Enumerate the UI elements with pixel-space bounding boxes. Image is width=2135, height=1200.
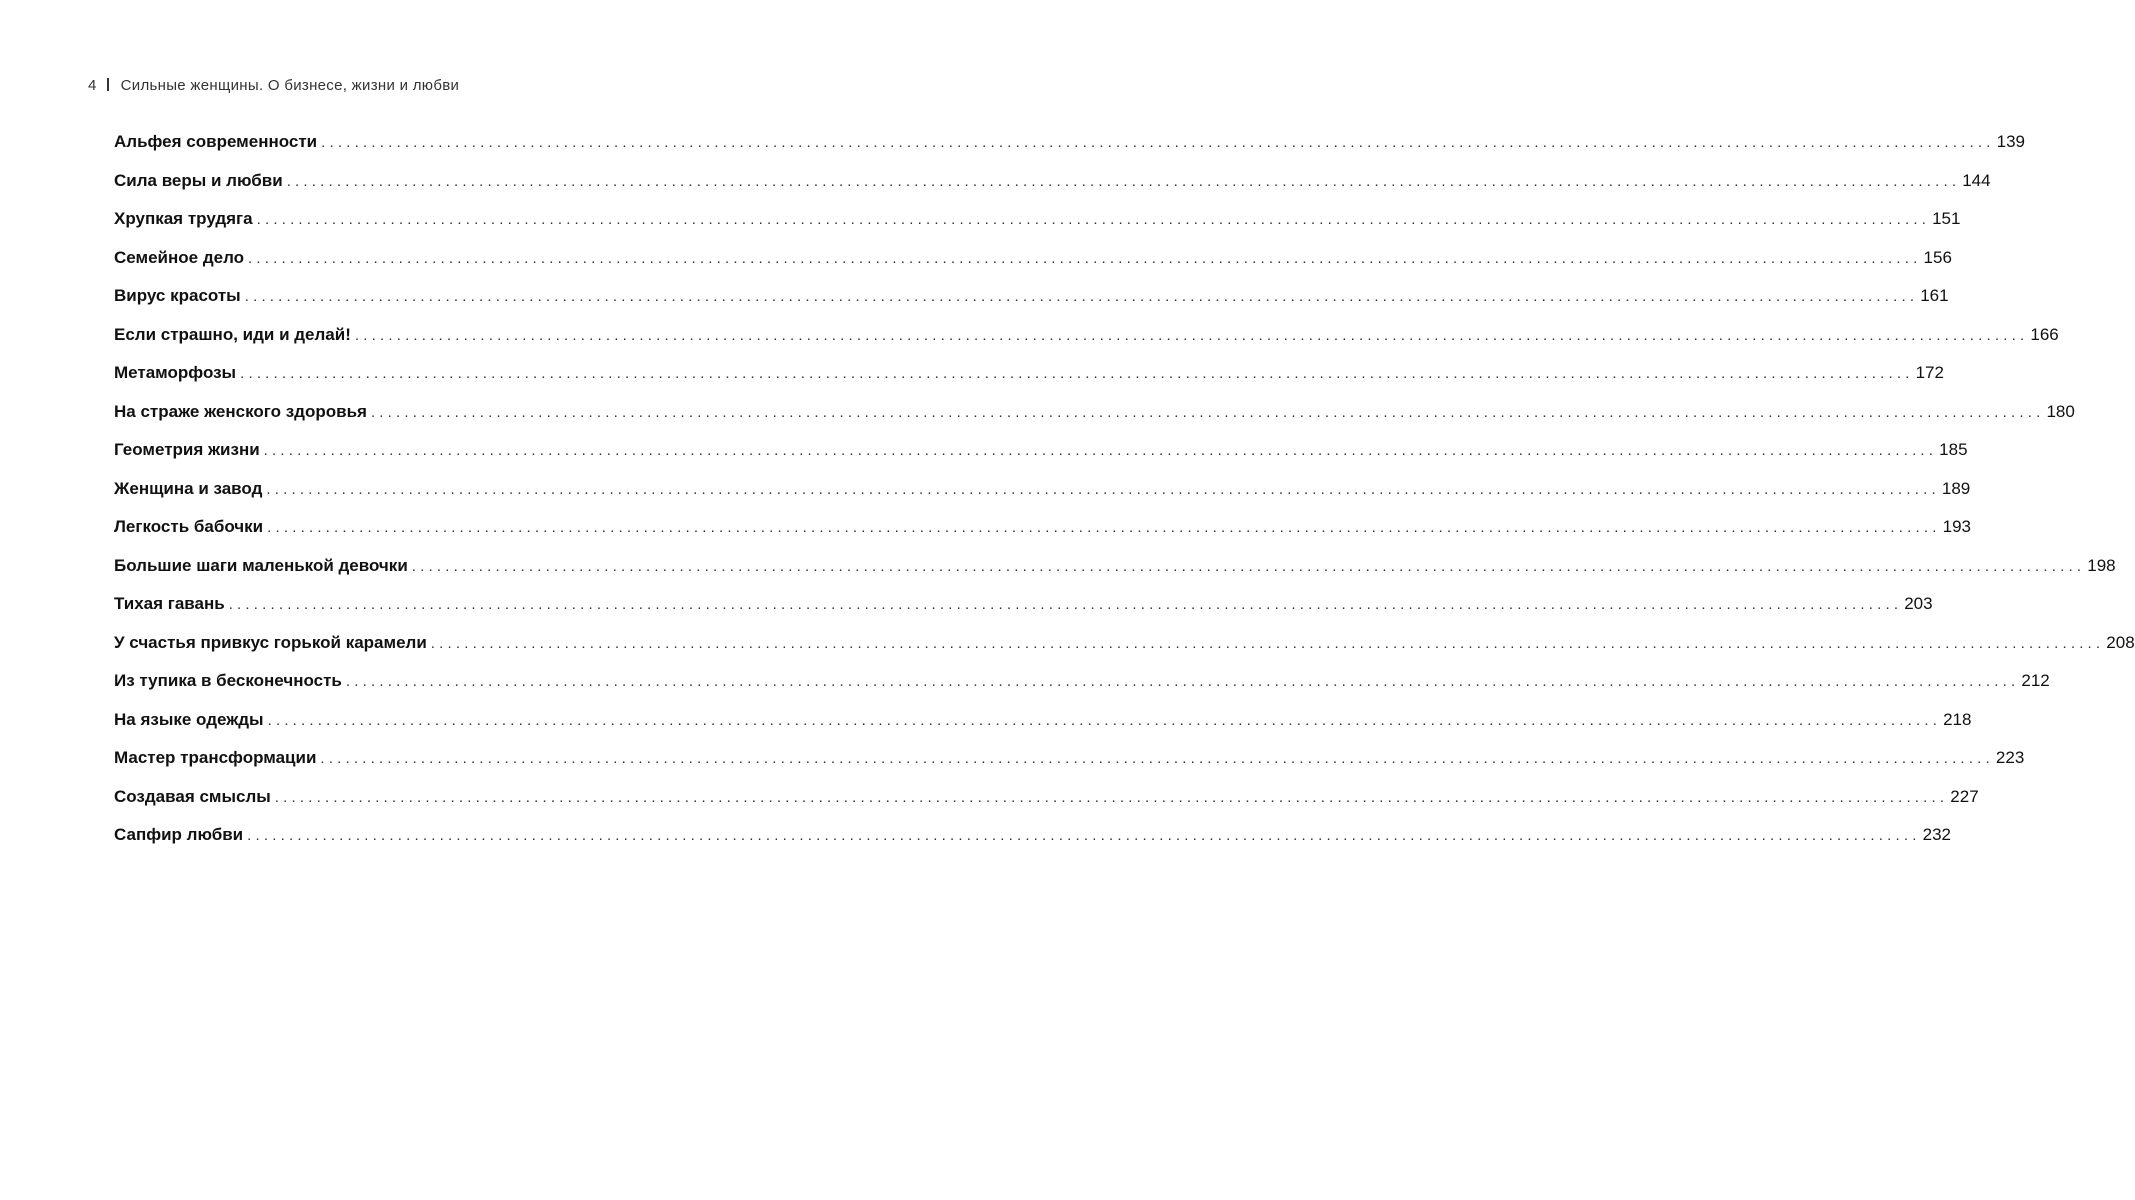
table-of-contents	[114, 129, 2135, 861]
toc-entry-page: 198	[2087, 555, 2116, 575]
toc-entry-page: 218	[1943, 709, 1972, 729]
toc-entry-title: На языке одежды	[114, 709, 264, 729]
dot-leader: ........................................................................................................................................................................................................	[321, 134, 1995, 151]
toc-entry-title: Альфея современности	[114, 132, 318, 151]
toc-entry[interactable]	[114, 668, 2050, 707]
toc-entry[interactable]	[114, 322, 2059, 361]
toc-entry[interactable]	[114, 360, 1944, 399]
toc-entry-title: Метаморфозы	[114, 363, 237, 382]
toc-entry-page: 151	[1932, 209, 1961, 228]
toc-entry-title: Сапфир любви	[114, 825, 244, 844]
running-header	[88, 77, 459, 94]
toc-entry-page: 166	[2030, 324, 2059, 344]
header-separator	[107, 78, 109, 91]
toc-entry[interactable]	[114, 707, 1972, 746]
toc-entry-page: 161	[1920, 286, 1949, 305]
toc-entry[interactable]	[114, 283, 1949, 322]
toc-entry-title: Мастер трансформации	[114, 748, 317, 767]
toc-entry-title: На страже женского здоровья	[114, 401, 367, 421]
toc-entry-page: 208	[2106, 632, 2135, 652]
dot-leader: ........................................................................................................................................................................................................	[256, 211, 1931, 228]
toc-entry[interactable]	[114, 745, 2025, 784]
toc-entry-page: 156	[1923, 247, 1952, 267]
toc-entry[interactable]	[114, 206, 1961, 245]
toc-entry[interactable]	[114, 822, 1952, 861]
toc-entry[interactable]	[114, 591, 1933, 630]
toc-entry-title: Женщина и завод	[114, 478, 263, 498]
toc-entry-page: 232	[1922, 825, 1952, 844]
dot-leader: ........................................................................................................................................................................................................	[411, 557, 2086, 575]
toc-entry-page: 144	[1962, 170, 1991, 190]
toc-entry-page: 189	[1941, 478, 1971, 498]
dot-leader: ........................................................................................................................................................................................................	[320, 750, 1994, 767]
toc-entry-title: Создавая смыслы	[114, 786, 271, 806]
toc-entry-page: 203	[1904, 594, 1933, 613]
toc-entry-page: 172	[1915, 363, 1944, 382]
toc-entry[interactable]	[114, 476, 1971, 515]
dot-leader: ........................................................................................................................................................................................................	[244, 288, 1919, 305]
toc-entry-page: 185	[1939, 440, 1968, 459]
dot-leader: ........................................................................................................................................................................................................	[263, 442, 1938, 459]
page-number: 4	[88, 77, 97, 94]
dot-leader: ........................................................................................................................................................................................................	[430, 634, 2105, 652]
toc-entry-title: Семейное дело	[114, 247, 245, 267]
dot-leader: ........................................................................................................................................................................................................	[370, 403, 2045, 421]
toc-entry[interactable]	[114, 437, 1968, 476]
toc-entry-page: 193	[1942, 517, 1971, 536]
toc-entry[interactable]	[114, 784, 1979, 823]
dot-leader: ........................................................................................................................................................................................................	[247, 827, 1921, 844]
toc-entry-title: Если страшно, иди и делай!	[114, 324, 351, 344]
toc-entry-title: Вирус красоты	[114, 286, 241, 305]
toc-entry-title: Из тупика в бесконечность	[114, 671, 342, 690]
toc-entry[interactable]	[114, 514, 1971, 553]
toc-entry[interactable]	[114, 399, 2075, 438]
dot-leader: ........................................................................................................................................................................................................	[354, 326, 2029, 344]
dot-leader: ........................................................................................................................................................................................................	[266, 480, 1940, 498]
dot-leader: ........................................................................................................................................................................................................	[345, 673, 2020, 690]
toc-entry-page: 212	[2021, 671, 2050, 690]
toc-entry[interactable]	[114, 630, 2135, 669]
dot-leader: ........................................................................................................................................................................................................	[240, 365, 1914, 382]
toc-entry-page: 139	[1996, 132, 2026, 151]
toc-entry[interactable]	[114, 553, 2116, 592]
toc-entry-title: Хрупкая трудяга	[114, 209, 253, 228]
dot-leader: ........................................................................................................................................................................................................	[248, 249, 1922, 267]
toc-entry-title: Геометрия жизни	[114, 440, 260, 459]
dot-leader: ........................................................................................................................................................................................................	[267, 519, 1941, 536]
toc-entry-page: 227	[1950, 786, 1979, 806]
toc-entry-title: У счастья привкус горькой карамели	[114, 632, 427, 652]
dot-leader: ........................................................................................................................................................................................................	[286, 172, 1961, 190]
toc-entry[interactable]	[114, 168, 1991, 207]
toc-entry[interactable]	[114, 245, 1952, 284]
toc-entry[interactable]	[114, 129, 2026, 168]
dot-leader: ........................................................................................................................................................................................................	[274, 788, 1949, 806]
toc-entry-title: Легкость бабочки	[114, 517, 264, 536]
toc-entry-title: Большие шаги маленькой девочки	[114, 555, 408, 575]
toc-entry-page: 223	[1995, 748, 2025, 767]
dot-leader: ........................................................................................................................................................................................................	[228, 596, 1903, 613]
dot-leader: ........................................................................................................................................................................................................	[267, 711, 1942, 729]
book-title: Сильные женщины. О бизнесе, жизни и любви	[120, 77, 460, 94]
toc-entry-title: Тихая гавань	[114, 594, 225, 613]
toc-entry-title: Сила веры и любви	[114, 170, 283, 190]
toc-entry-page: 180	[2046, 401, 2075, 421]
